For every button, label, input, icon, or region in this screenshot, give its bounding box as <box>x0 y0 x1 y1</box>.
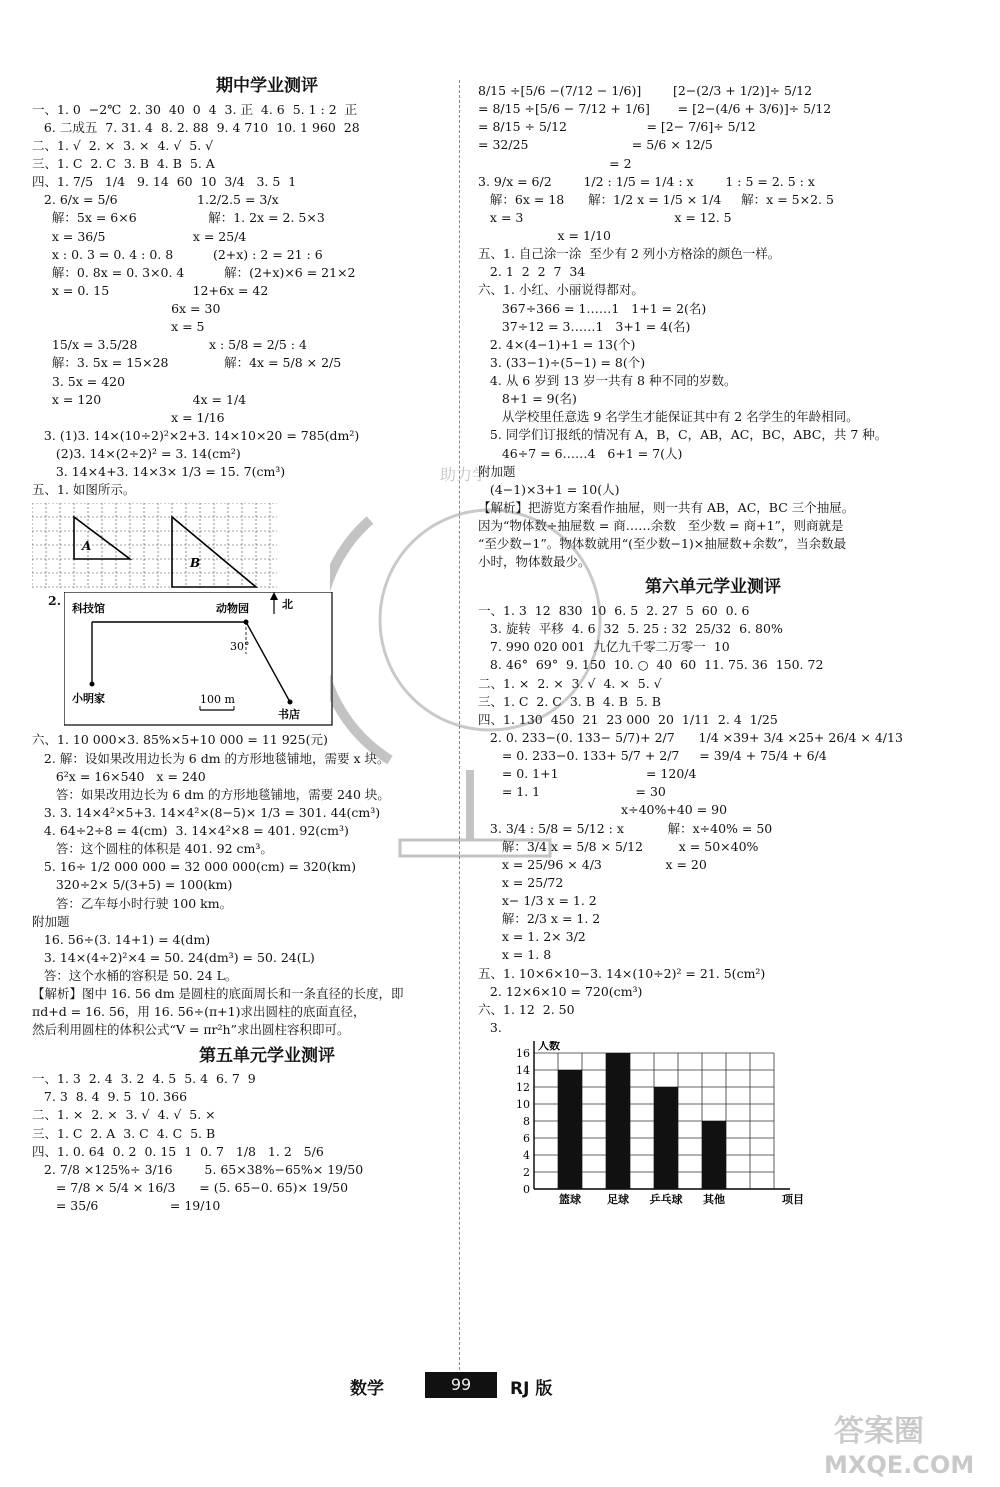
answer-line: x = 25/72 <box>478 874 564 890</box>
answer-line: 7. 990 020 001 九亿九千零二万零一 10 <box>478 639 730 655</box>
answer-line: 3. 14×4+3. 14×3× 1/3 = 15. 7(cm³) <box>32 464 286 480</box>
answer-line: 3. 9/x = 6/2 1/2 : 1/5 = 1/4 : x 1 : 5 = 2. 5 : x <box>478 173 815 189</box>
section-title-unit6: 第六单元学业测评 <box>645 577 781 598</box>
answer-line: 46÷7 = 6……4 6+1 = 7(人) <box>478 445 683 461</box>
answer-line: 六、1. 10 000×3. 85%×5+10 000 = 11 925(元) <box>32 732 328 748</box>
answer-line: 五、1. 自己涂一涂 至少有 2 列小方格涂的颜色一样。 <box>478 246 781 262</box>
page-number: 99 <box>425 1372 497 1398</box>
answer-line: 3. (33−1)÷(5−1) = 8(个) <box>478 354 646 370</box>
label-science-museum: 科技馆 <box>72 602 105 616</box>
answer-line: x : 0. 3 = 0. 4 : 0. 8 (2+x) : 2 = 21 : 6 <box>32 246 323 262</box>
answer-line: 2. 12×6×10 = 720(cm³) <box>478 983 643 999</box>
answer-line: 2. 6/x = 5/6 1.2/2.5 = 3/x <box>32 192 279 208</box>
answer-line: = 32/25 = 5/6 × 12/5 <box>478 137 713 153</box>
answer-line: 解：3/4 x = 5/8 × 5/12 x = 50×40% <box>478 838 759 854</box>
answer-line: x = 5 <box>32 319 205 335</box>
answer-line: 一、1. 3 12 830 10 6. 5 2. 27 5 60 0. 6 <box>478 603 750 619</box>
y-tick-label: 14 <box>516 1064 530 1078</box>
section-title-unit5: 第五单元学业测评 <box>199 1045 335 1066</box>
north-arrow-icon <box>270 592 278 600</box>
answer-line: 从学校里任意选 9 名学生才能保证其中有 2 名学生的年龄相同。 <box>478 409 859 425</box>
footer-subject: 数学 <box>350 1379 384 1399</box>
answer-line: 答：这个水桶的容积是 50. 24 L。 <box>32 968 238 984</box>
answer-line: 16. 56÷(3. 14+1) = 4(dm) <box>32 931 211 947</box>
answer-line: 2. 解：设如果改用边长为 6 dm 的方形地毯铺地，需要 x 块。 <box>32 750 390 766</box>
answer-line: x = 120 4x = 1/4 <box>32 391 247 407</box>
answer-line: 解：3. 5x = 15×28 解：4x = 5/8 × 2/5 <box>32 355 342 371</box>
grid-figure <box>32 503 277 588</box>
answer-line: 320÷2× 5/(3+5) = 100(km) <box>32 877 233 893</box>
y-axis-label: 人数 <box>538 1041 560 1053</box>
answer-line: 解：5x = 6×6 解：1. 2x = 2. 5×3 <box>32 210 325 226</box>
answer-line: 四、1. 7/5 1/4 9. 14 60 10 3/4 3. 5 1 <box>32 174 297 190</box>
answer-line: 二、1. × 2. × 3. √ 4. √ 5. × <box>32 1107 216 1123</box>
answer-line: 四、1. 130 450 21 23 000 20 1/11 2. 4 1/25 <box>478 711 778 727</box>
corner-logo-top: 答案圈 <box>834 1414 924 1449</box>
answer-line: 15/x = 3.5/28 x : 5/8 = 2/5 : 4 <box>32 337 307 353</box>
answer-line: 解：2/3 x = 1. 2 <box>478 911 601 927</box>
label-b: B <box>190 556 201 571</box>
answer-line: = 0. 1+1 = 120/4 <box>478 766 697 782</box>
map-figure <box>32 592 332 727</box>
answer-line: (2)3. 14×(2÷2)² = 3. 14(cm²) <box>32 446 241 462</box>
answer-line: 一、1. 0 −2℃ 2. 30 40 0 4 3. 正 4. 6 5. 1 : 2 正 <box>32 101 358 117</box>
answer-line: 答：这个圆柱的体积是 401. 92 cm³。 <box>32 841 273 857</box>
answer-line: 6. 二成五 7. 31. 4 8. 2. 88 9. 4 710 10. 1 960 28 <box>32 119 360 135</box>
map-diagram <box>64 592 334 727</box>
map-question-number: 2. <box>48 593 62 609</box>
answer-line: = 0. 233−0. 133+ 5/7 + 2/7 = 39/4 + 75/4 + 6/4 <box>478 748 827 764</box>
y-tick-label: 16 <box>516 1047 530 1061</box>
answer-line: 3. 3. 14×4²×5+3. 14×4²×(8−5)× 1/3 = 301. 44(cm³) <box>32 804 381 820</box>
label-scale: 100 m <box>200 693 235 707</box>
x-tick-label: 乒乓球 <box>649 1193 683 1207</box>
corner-logo <box>814 1401 994 1481</box>
answer-line: 2. 4×(4−1)+1 = 13(个) <box>478 336 636 352</box>
answer-line: 附加题 <box>478 463 516 479</box>
answer-line: x÷40%+40 = 90 <box>478 802 728 818</box>
sports-bar-chart <box>492 1041 822 1211</box>
answer-line: 5. 16÷ 1/2 000 000 = 32 000 000(cm) = 320(km) <box>32 859 357 875</box>
y-tick-label: 10 <box>516 1098 530 1112</box>
answer-line: 37÷12 = 3……1 3+1 = 4(名) <box>478 318 691 334</box>
answer-line: 二、1. √ 2. × 3. × 4. √ 5. √ <box>32 137 214 153</box>
answer-line: 附加题 <box>32 913 70 929</box>
answer-line: 2. 7/8 ×125%÷ 3/16 5. 65×38%−65%× 19/50 <box>32 1161 364 1177</box>
answer-line: 三、1. C 2. C 3. B 4. B 5. A <box>32 156 215 172</box>
label-a: A <box>82 539 92 554</box>
label-angle: 30° <box>230 640 250 654</box>
y-tick-label: 2 <box>523 1166 530 1180</box>
answer-line: (4−1)×3+1 = 10(人) <box>478 481 620 497</box>
globe-watermark <box>330 440 660 870</box>
watermark-text: 助力学 <box>440 465 489 484</box>
answer-line: = 8/15 ÷ 5/12 = [2− 7/6]÷ 5/12 <box>478 119 756 135</box>
bar-chart-figure <box>492 1041 822 1211</box>
answer-line: x = 3 x = 12. 5 <box>478 209 732 225</box>
page-footer <box>0 1372 1000 1402</box>
label-bookstore: 书店 <box>278 708 300 722</box>
x-tick-label: 其他 <box>703 1193 725 1207</box>
answer-line: = 35/6 = 19/10 <box>32 1198 221 1214</box>
y-tick-label: 12 <box>516 1081 530 1095</box>
section-title-midterm: 期中学业测评 <box>216 76 318 96</box>
answer-line: x = 1/16 <box>32 409 225 425</box>
answer-line: 6x = 30 <box>32 301 221 317</box>
answer-line: 然后利用圆柱的体积公式“V = πr²h”求出圆柱容积即可。 <box>32 1022 350 1038</box>
y-tick-label: 0 <box>523 1183 530 1197</box>
answer-line: “至少数−1”。物体数就用“(至少数−1)×抽屉数+余数”，当余数最 <box>478 536 847 552</box>
answer-line: 六、1. 小红、小丽说得都对。 <box>478 282 644 298</box>
answer-line: 小时，物体数最少。 <box>478 554 591 570</box>
label-zoo: 动物园 <box>216 602 249 616</box>
answer-line: 3. (1)3. 14×(10÷2)²×2+3. 14×10×20 = 785(dm²) <box>32 427 360 443</box>
answer-line: 三、1. C 2. A 3. C 4. C 5. B <box>32 1125 216 1141</box>
y-tick-label: 4 <box>523 1149 530 1163</box>
answer-line: 【解析】把游览方案看作抽屉，则一共有 AB，AC，BC 三个抽屉。 <box>478 499 855 515</box>
answer-line: 8/15 ÷[5/6 −(7/12 − 1/6)] [2−(2/3 + 1/2)]÷ 5/12 <box>478 83 813 98</box>
answer-line: 3. <box>478 1019 502 1035</box>
answer-line: 五、1. 10×6×10−3. 14×(10÷2)² = 21. 5(cm²) <box>478 965 766 981</box>
footer-edition: RJ 版 <box>510 1379 553 1399</box>
answer-line: x = 1/10 <box>478 228 612 243</box>
bar-3 <box>702 1121 726 1189</box>
label-home: 小明家 <box>72 692 105 706</box>
answer-line: 三、1. C 2. C 3. B 4. B 5. B <box>478 693 661 709</box>
answer-line: 2. 0. 233−(0. 133− 5/7)+ 2/7 1/4 ×39+ 3/4 ×25+ 26/4 × 4/13 <box>478 729 903 745</box>
answer-line: 3. 5x = 420 <box>32 373 126 389</box>
answer-line: 【解析】图中 16. 56 dm 是圆柱的底面周长和一条直径的长度，即 <box>32 986 404 1002</box>
answer-line: x = 1. 2× 3/2 <box>478 929 586 945</box>
bar-1 <box>606 1053 630 1189</box>
answer-line: 5. 同学们订报纸的情况有 A，B，C，AB，AC，BC，ABC，共 7 种。 <box>478 427 888 443</box>
answer-line: 8+1 = 9(名) <box>478 391 577 407</box>
answer-line: 3. 旋转 平移 4. 6 32 5. 25 : 32 25/32 6. 80% <box>478 621 783 637</box>
answer-line: 一、1. 3 2. 4 3. 2 4. 5 5. 4 6. 7 9 <box>32 1071 256 1087</box>
answer-line: = 7/8 × 5/4 × 16/3 = (5. 65−0. 65)× 19/50 <box>32 1179 349 1195</box>
answer-line: x = 1. 8 <box>478 947 552 963</box>
y-tick-label: 6 <box>523 1132 530 1146</box>
answer-line: x− 1/3 x = 1. 2 <box>478 893 597 909</box>
answer-line: 367÷366 = 1……1 1+1 = 2(名) <box>478 300 707 316</box>
answer-line: 4. 从 6 岁到 13 岁一共有 8 种不同的岁数。 <box>478 373 737 388</box>
x-axis-label: 项目 <box>782 1193 804 1207</box>
answer-line: 四、1. 0. 64 0. 2 0. 15 1 0. 7 1/8 1. 2 5/6 <box>32 1143 324 1159</box>
x-tick-label: 篮球 <box>559 1193 581 1207</box>
answer-line: 二、1. × 2. × 3. √ 4. × 5. √ <box>478 675 662 691</box>
answer-line: 五、1. 如图所示。 <box>32 482 136 498</box>
answer-line: x = 0. 15 12+6x = 42 <box>32 282 269 298</box>
answer-line: x = 25/96 × 4/3 x = 20 <box>478 856 707 872</box>
x-tick-label: 足球 <box>607 1193 629 1207</box>
corner-logo-bottom: MXQE.COM <box>824 1451 975 1479</box>
triangle-grid <box>32 503 277 588</box>
answer-line: 3. 3/4 : 5/8 = 5/12 : x 解：x÷40% = 50 <box>478 820 773 836</box>
answer-line: 解：0. 8x = 0. 3×0. 4 解：(2+x)×6 = 21×2 <box>32 264 356 280</box>
answer-line: 8. 46° 69° 9. 150 10. ○ 40 60 11. 75. 36 150. 72 <box>478 657 824 673</box>
answer-line: 7. 3 8. 4 9. 5 10. 366 <box>32 1089 188 1105</box>
unit5-answers <box>32 1070 502 1215</box>
answer-line: 答：如果改用边长为 6 dm 的方形地毯铺地，需要 240 块。 <box>32 786 390 802</box>
answer-line: 6²x = 16×540 x = 240 <box>32 768 206 784</box>
answer-line: 4. 64÷2÷8 = 4(cm) 3. 14×4²×8 = 401. 92(cm³) <box>32 823 349 839</box>
answer-line: 2. 1 2 2 7 34 <box>478 264 586 280</box>
label-north: 北 <box>282 598 293 612</box>
y-tick-label: 8 <box>523 1115 530 1129</box>
answer-line: 因为“物体数÷抽屉数 = 商……余数 至少数 = 商+1”，则商就是 <box>478 518 844 533</box>
bar-2 <box>654 1087 678 1189</box>
answer-line: 3. 14×(4÷2)²×4 = 50. 24(dm³) = 50. 24(L) <box>32 949 315 965</box>
answer-line: = 2 <box>478 155 632 171</box>
answer-line: 答：乙车每小时行驶 100 km。 <box>32 895 233 911</box>
answer-line: 解：6x = 18 解：1/2 x = 1/5 × 1/4 解：x = 5×2. 5 <box>478 191 834 207</box>
answer-line: = 8/15 ÷[5/6 − 7/12 + 1/6] = [2−(4/6 + 3/6)]÷ 5/12 <box>478 101 832 117</box>
answer-line: 六、1. 12 2. 50 <box>478 1001 575 1017</box>
bar-0 <box>558 1070 582 1189</box>
answer-line: πd+d = 16. 56，用 16. 56÷(π+1)求出圆柱的底面直径， <box>32 1004 366 1020</box>
answer-line: = 1. 1 = 30 <box>478 784 666 800</box>
answer-line: x = 36/5 x = 25/4 <box>32 228 247 244</box>
